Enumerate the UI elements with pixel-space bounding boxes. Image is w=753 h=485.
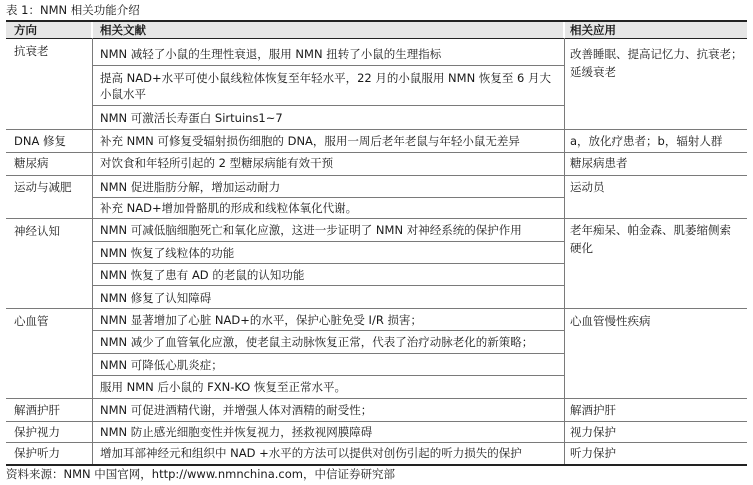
literature-cell: NMN 恢复了线粒体的功能 [100, 246, 235, 260]
row-divider [6, 442, 747, 443]
application-cell: a，放化疗患者；b，辐射人群 [570, 134, 723, 148]
direction-cell: 心血管 [14, 314, 49, 328]
subrow-divider [93, 241, 564, 242]
literature-cell: NMN 可促进酒精代谢，并增强人体对酒精的耐受性； [100, 403, 373, 417]
subrow-divider [93, 330, 564, 331]
literature-cell: NMN 防止感光细胞变性并恢复视力，拯救视网膜障碍 [100, 425, 373, 439]
subrow-divider [93, 105, 564, 106]
literature-cell: NMN 恢复了患有 AD 的老鼠的认知功能 [100, 268, 305, 282]
literature-cell: NMN 减少了血管氧化应激，使老鼠主动脉恢复正常，代表了治疗动脉老化的新策略； [100, 335, 534, 349]
application-cell: 延缓衰老 [570, 65, 616, 79]
direction-cell: 神经认知 [14, 224, 60, 238]
literature-cell: 小鼠水平 [100, 87, 146, 101]
literature-cell: NMN 可减低脑细胞死亡和氧化应激，这进一步证明了 NMN 对神经系统的保护作用 [100, 223, 522, 237]
column-divider [564, 38, 565, 464]
header-literature: 相关文献 [100, 23, 146, 37]
header-direction: 方向 [14, 23, 37, 37]
row-divider [6, 398, 747, 399]
direction-cell: 运动与减肥 [14, 180, 72, 194]
subrow-divider [93, 285, 564, 286]
direction-cell: 保护视力 [14, 425, 60, 439]
row-divider [6, 421, 747, 422]
bottom-rule [6, 464, 747, 466]
literature-cell: NMN 促进脂肪分解，增加运动耐力 [100, 180, 281, 194]
column-divider [92, 38, 93, 464]
application-cell: 改善睡眠、提高记忆力、抗衰老； [570, 47, 743, 61]
row-divider [6, 175, 747, 176]
application-cell: 心血管慢性疾病 [570, 314, 651, 328]
header-application: 相关应用 [570, 23, 616, 37]
application-cell: 运动员 [570, 180, 605, 194]
direction-cell: DNA 修复 [14, 134, 66, 148]
subrow-divider [93, 353, 564, 354]
literature-cell: 补充 NAD+增加骨骼肌的形成和线粒体氧化代谢。 [100, 201, 358, 215]
row-divider [6, 152, 747, 153]
literature-cell: 提高 NAD+水平可使小鼠线粒体恢复至年轻水平，22 月的小鼠服用 NMN 恢复至 6 月大 [100, 71, 551, 85]
row-divider [6, 308, 747, 309]
row-divider [6, 129, 747, 130]
application-cell: 视力保护 [570, 425, 616, 439]
subrow-divider [93, 375, 564, 376]
subrow-divider [93, 65, 564, 66]
subrow-divider [93, 197, 564, 198]
header-band-literature [93, 22, 563, 38]
header-rule [6, 38, 747, 39]
application-cell: 解酒护肝 [570, 403, 616, 417]
literature-cell: NMN 可降低心肌炎症； [100, 358, 223, 372]
application-cell: 听力保护 [570, 446, 616, 460]
literature-cell: 增加耳部神经元和组织中 NAD +水平的方法可以提供对创伤引起的听力损失的保护 [100, 446, 522, 460]
literature-cell: 服用 NMN 后小鼠的 FXN-KO 恢复至正常水平。 [100, 380, 346, 394]
subrow-divider [93, 263, 564, 264]
application-cell: 糖尿病患者 [570, 156, 628, 170]
literature-cell: 对饮食和年轻所引起的 2 型糖尿病能有效干预 [100, 156, 334, 170]
application-cell: 硬化 [570, 241, 593, 255]
literature-cell: NMN 可激活长寿蛋白 Sirtuins1~7 [100, 111, 283, 125]
row-divider [6, 218, 747, 219]
source-note: 资料来源：NMN 中国官网，http://www.nmnchina.com，中信证券研究部 [6, 467, 395, 481]
direction-cell: 抗衰老 [14, 44, 49, 58]
literature-cell: NMN 修复了认知障碍 [100, 291, 212, 305]
direction-cell: 解酒护肝 [14, 403, 60, 417]
table-title: 表 1：NMN 相关功能介绍 [6, 3, 140, 17]
application-cell: 老年痴呆、帕金森、肌萎缩侧索 [570, 223, 731, 237]
literature-cell: NMN 减轻了小鼠的生理性衰退，服用 NMN 扭转了小鼠的生理指标 [100, 47, 442, 61]
direction-cell: 糖尿病 [14, 156, 49, 170]
direction-cell: 保护听力 [14, 446, 60, 460]
literature-cell: NMN 显著增加了心脏 NAD+的水平，保护心脏免受 I/R 损害； [100, 313, 422, 327]
literature-cell: 补充 NMN 可修复受辐射损伤细胞的 DNA，服用一周后老年老鼠与年轻小鼠无差异 [100, 134, 520, 148]
